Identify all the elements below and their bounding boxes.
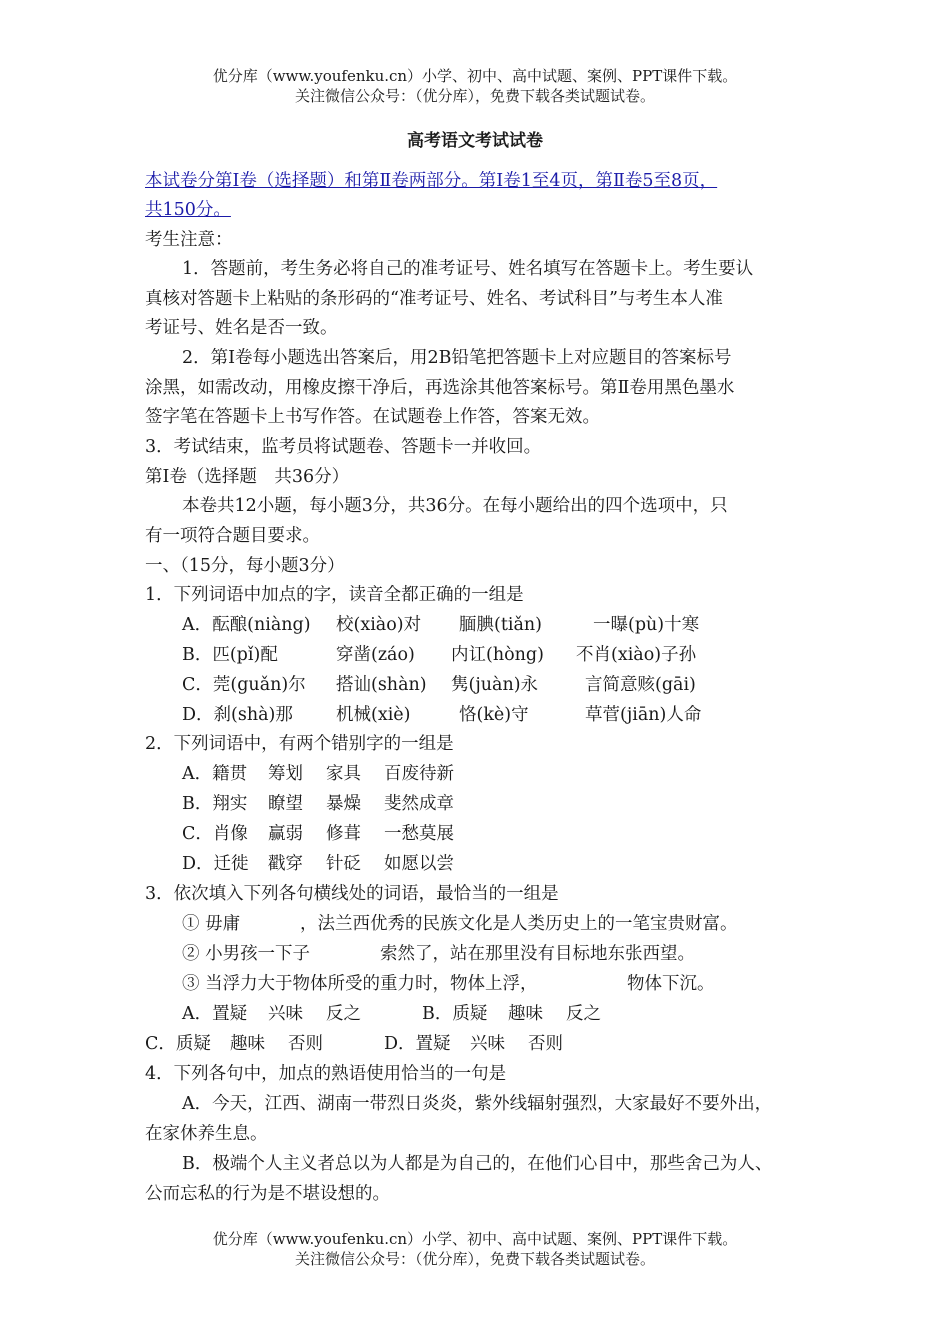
- q1-c-item1: C．莞(guǎn)尔: [182, 675, 306, 695]
- part1-desc-line2: 有一项符合题目要求。: [145, 526, 320, 546]
- page-title: 高考语文考试试卷: [407, 131, 543, 151]
- notice-item3: 3．考试结束，监考员将试题卷、答题卡一并收回。: [145, 437, 542, 457]
- notice-item1-line1: 1．答题前，考生务必将自己的准考证号、姓名填写在答题卡上。考生要认: [182, 259, 754, 279]
- q3-d-item1: D．置疑: [384, 1034, 451, 1054]
- q3-b-item1: B．质疑: [422, 1004, 488, 1024]
- q1-d-item1: D．刹(shà)那: [182, 705, 293, 725]
- q2-b-item3: 暴燥: [326, 794, 361, 814]
- q2-c-item2: 赢弱: [268, 824, 303, 844]
- notice-item2-line3: 签字笔在答题卡上书写作答。在试题卷上作答，答案无效。: [145, 407, 600, 427]
- page-header-line2: 关注微信公众号：（优分库），免费下载各类试题试卷。: [294, 87, 655, 105]
- q2-c-item3: 修葺: [326, 824, 361, 844]
- q3-s1-start: ① 毋庸: [182, 914, 241, 934]
- notice-item2-line1: 2．第Ⅰ卷每小题选出答案后，用2B铅笔把答题卡上对应题目的答案标号: [182, 348, 732, 368]
- q2-stem: 2．下列词语中，有两个错别字的一组是: [145, 734, 454, 754]
- q3-s2-end: 索然了，站在那里没有目标地东张西望。: [380, 944, 695, 964]
- q1-d-item2: 机械(xiè): [336, 705, 411, 725]
- q3-a-item1: A．置疑: [182, 1004, 248, 1024]
- q4-b-line2: 公而忘私的行为是不堪设想的。: [145, 1184, 390, 1204]
- intro-link-line2[interactable]: 共150分。: [145, 200, 231, 220]
- q1-d-item4: 草菅(jiān)人命: [585, 705, 702, 725]
- q2-d-item1: D．迁徙: [182, 854, 249, 874]
- q3-c-item2: 趣味: [230, 1034, 265, 1054]
- q1-c-item2: 搭讪(shàn): [336, 675, 427, 695]
- q4-a-line2: 在家休养生息。: [145, 1124, 268, 1144]
- q2-a-item4: 百废待新: [384, 764, 454, 784]
- notice-heading: 考生注意：: [145, 230, 233, 250]
- section-heading: 一、（15分，每小题3分）: [145, 556, 345, 576]
- q4-a-line1: A．今天，江西、湖南一带烈日炎炎，紫外线辐射强烈，大家最好不要外出，: [182, 1094, 773, 1114]
- q2-d-item2: 戳穿: [268, 854, 303, 874]
- q1-a-item2: 校(xiào)对: [336, 615, 422, 635]
- q2-c-item1: C．肖像: [182, 824, 248, 844]
- q3-d-item2: 兴味: [470, 1034, 505, 1054]
- q3-b-item2: 趣味: [508, 1004, 543, 1024]
- q2-b-item4: 斐然成章: [384, 794, 454, 814]
- q4-stem: 4．下列各句中，加点的熟语使用恰当的一句是: [145, 1064, 507, 1084]
- part1-heading: 第Ⅰ卷（选择题 共36分）: [145, 467, 350, 487]
- q4-b-line1: B．极端个人主义者总以为人都是为自己的，在他们心目中，那些舍己为人、: [182, 1154, 773, 1174]
- page-header-line1: 优分库（www.youfenku.cn）小学、初中、高中试题、案例、PPT课件下载。: [212, 67, 738, 85]
- q1-a-item4: 一曝(pù)十寒: [593, 615, 700, 635]
- q1-b-item4: 不肖(xiào)子孙: [576, 645, 697, 665]
- q1-b-item1: B．匹(pǐ)配: [182, 645, 278, 665]
- q3-stem: 3．依次填入下列各句横线处的词语，最恰当的一组是: [145, 884, 559, 904]
- q2-d-item3: 针砭: [326, 854, 361, 874]
- q2-b-item1: B．翔实: [182, 794, 248, 814]
- q1-c-item4: 言简意赅(gāi): [585, 675, 696, 695]
- q1-b-item2: 穿凿(záo): [336, 645, 415, 665]
- q3-s3-end: 物体下沉。: [627, 974, 715, 994]
- q3-s1-end: ，法兰西优秀的民族文化是人类历史上的一笔宝贵财富。: [300, 914, 738, 934]
- part1-desc-line1: 本卷共12小题，每小题3分，共36分。在每小题给出的四个选项中，只: [182, 496, 728, 516]
- page-footer-line1: 优分库（www.youfenku.cn）小学、初中、高中试题、案例、PPT课件下载。: [212, 1230, 738, 1248]
- notice-item2-line2: 涂黑，如需改动，用橡皮擦干净后，再选涂其他答案标号。第Ⅱ卷用黑色墨水: [145, 378, 735, 398]
- q3-s3-start: ③ 当浮力大于物体所受的重力时，物体上浮，: [182, 974, 538, 994]
- q1-b-item3: 内讧(hòng): [451, 645, 544, 665]
- q2-a-item1: A．籍贯: [182, 764, 248, 784]
- q1-c-item3: 隽(juàn)永: [451, 675, 539, 695]
- q3-c-item1: C．质疑: [145, 1034, 211, 1054]
- q2-a-item3: 家具: [326, 764, 361, 784]
- q2-c-item4: 一愁莫展: [384, 824, 454, 844]
- q2-d-item4: 如愿以尝: [384, 854, 454, 874]
- q3-s2-start: ② 小男孩一下子: [182, 944, 311, 964]
- q3-d-item3: 否则: [528, 1034, 563, 1054]
- q1-a-item1: A．酝酿(niàng): [182, 615, 311, 635]
- q3-b-item3: 反之: [566, 1004, 601, 1024]
- q1-d-item3: 恪(kè)守: [459, 705, 529, 725]
- notice-item1-line2: 真核对答题卡上粘贴的条形码的“准考证号、姓名、考试科目”与考生本人准: [145, 289, 723, 309]
- q2-b-item2: 瞭望: [268, 794, 303, 814]
- q1-stem: 1．下列词语中加点的字，读音全都正确的一组是: [145, 585, 524, 605]
- notice-item1-line3: 考证号、姓名是否一致。: [145, 318, 338, 338]
- q3-c-item3: 否则: [288, 1034, 323, 1054]
- page-footer-line2: 关注微信公众号：（优分库），免费下载各类试题试卷。: [294, 1250, 655, 1268]
- intro-link-line1[interactable]: 本试卷分第Ⅰ卷（选择题）和第Ⅱ卷两部分。第Ⅰ卷1至4页，第Ⅱ卷5至8页，: [145, 171, 718, 191]
- q1-a-item3: 腼腆(tiǎn): [459, 615, 542, 635]
- q2-a-item2: 筹划: [268, 764, 303, 784]
- q3-a-item3: 反之: [326, 1004, 361, 1024]
- q3-a-item2: 兴味: [268, 1004, 303, 1024]
